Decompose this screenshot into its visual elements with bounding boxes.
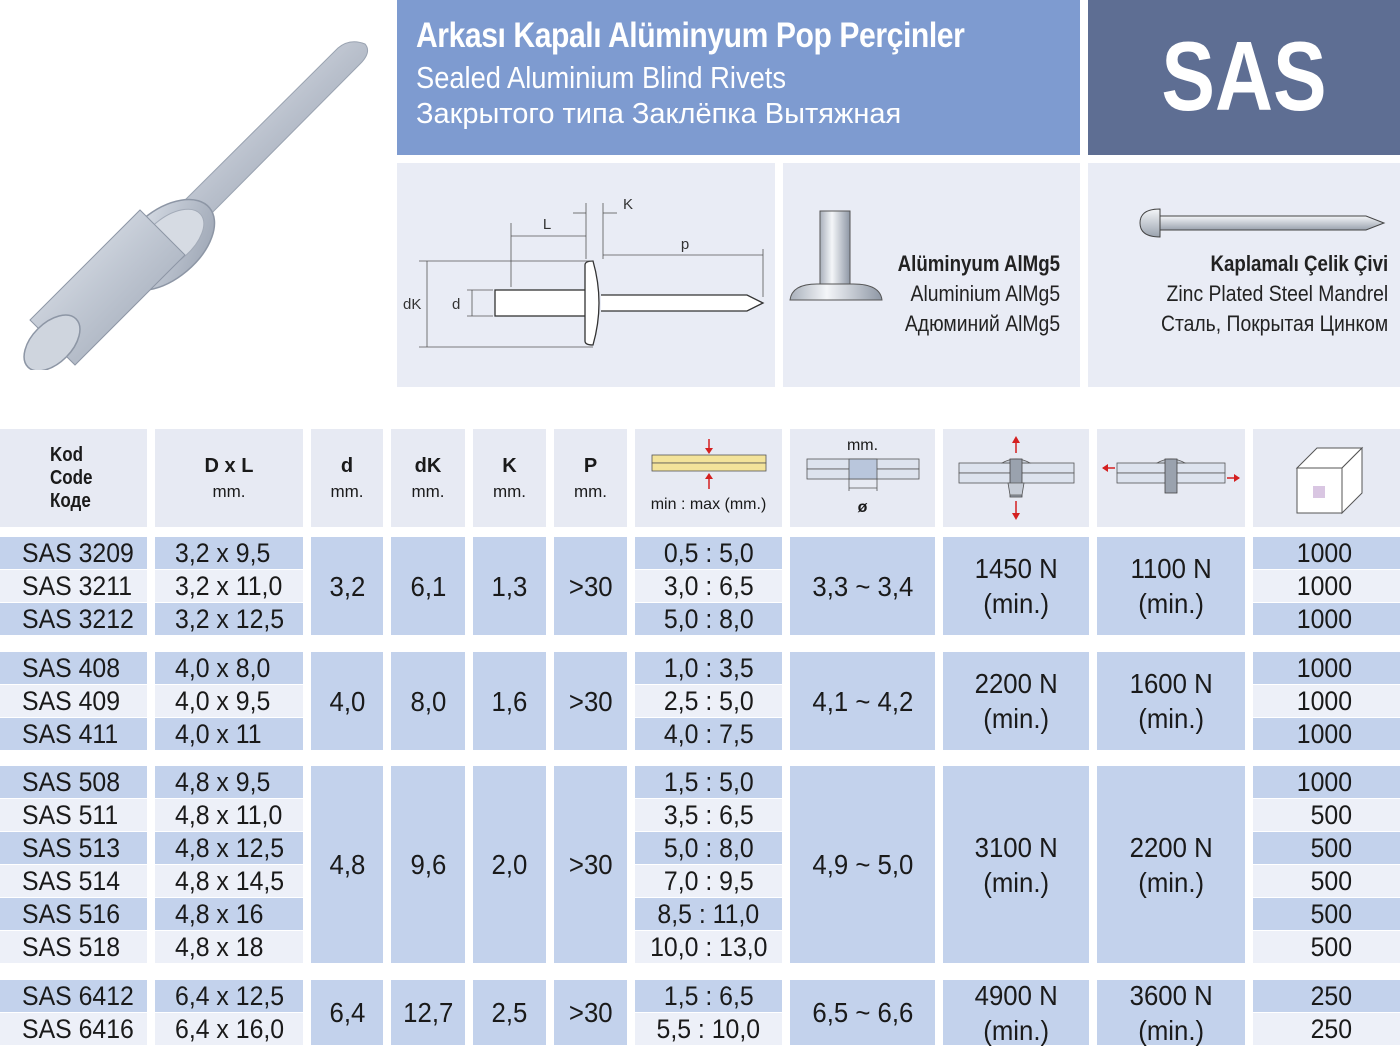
- row-box-quantity: 1000: [1253, 718, 1400, 750]
- row-code: SAS 3212: [0, 603, 147, 635]
- row-dxl: 4,8 x 9,5: [155, 766, 303, 798]
- group-tensile-strength: 3600 N (min.): [1097, 980, 1245, 1045]
- group-shear-strength: 3100 N (min.): [943, 766, 1089, 963]
- header-code-en: Code: [50, 466, 93, 489]
- row-code: SAS 3211: [0, 570, 147, 602]
- row-box-quantity: 1000: [1253, 570, 1400, 602]
- group-k: 1,6: [473, 652, 546, 750]
- row-box-quantity: 500: [1253, 865, 1400, 897]
- row-box-quantity: 1000: [1253, 537, 1400, 569]
- title-band: [397, 0, 1080, 155]
- header-hole-diameter: [790, 429, 935, 527]
- diagram-label-l: L: [542, 216, 552, 233]
- row-code: SAS 3209: [0, 537, 147, 569]
- row-dxl: 4,8 x 11,0: [155, 799, 303, 831]
- mandrel-material-ru: Сталь, Покрытая Цинком: [1160, 311, 1388, 336]
- group-p: >30: [554, 537, 627, 635]
- header-dk-label: dK: [414, 454, 442, 477]
- group-p: >30: [554, 766, 627, 963]
- body-material-ru: Адюминий AlMg5: [904, 311, 1060, 336]
- row-dxl: 4,0 x 11: [155, 718, 303, 750]
- group-d: 3,2: [311, 537, 383, 635]
- group-dk: 6,1: [391, 537, 465, 635]
- header-d-unit: mm.: [330, 481, 364, 501]
- body-material-en: Aluminium AlMg5: [910, 281, 1060, 306]
- group-k: 1,3: [473, 537, 546, 635]
- group-tensile-strength: 2200 N (min.): [1097, 766, 1245, 963]
- tensile-strength-icon: [1101, 433, 1241, 523]
- mandrel-icon: [1138, 203, 1388, 243]
- row-box-quantity: 1000: [1253, 603, 1400, 635]
- rivet-body: [20, 210, 185, 370]
- header-hole-symbol: ø: [857, 499, 868, 516]
- diagram-label-k: K: [623, 196, 634, 213]
- group-shear-strength: 4900 N (min.): [943, 980, 1089, 1045]
- group-k: 2,0: [473, 766, 546, 963]
- row-grip-range: 1,5 : 5,0: [635, 766, 782, 798]
- row-box-quantity: 250: [1253, 1013, 1400, 1045]
- header-code: [0, 429, 147, 527]
- shear-strength-icon: [954, 433, 1079, 523]
- group-tensile-strength: 1100 N (min.): [1097, 537, 1245, 635]
- header-dxl: [155, 429, 303, 527]
- row-dxl: 3,2 x 11,0: [155, 570, 303, 602]
- row-grip-range: 1,5 : 6,5: [635, 980, 782, 1012]
- row-code: SAS 514: [0, 865, 147, 897]
- header-p-label: P: [583, 454, 598, 477]
- row-grip-range: 1,0 : 3,5: [635, 652, 782, 684]
- header-grip-unit: min : max (mm.): [650, 496, 767, 513]
- row-code: SAS 6416: [0, 1013, 147, 1045]
- row-code: SAS 511: [0, 799, 147, 831]
- diagram-label-p: p: [680, 236, 690, 253]
- rivet-product-image: [20, 30, 390, 370]
- row-dxl: 3,2 x 9,5: [155, 537, 303, 569]
- row-box-quantity: 250: [1253, 980, 1400, 1012]
- header-dxl-unit: mm.: [212, 481, 246, 501]
- row-grip-range: 2,5 : 5,0: [635, 685, 782, 717]
- row-dxl: 4,0 x 9,5: [155, 685, 303, 717]
- row-box-quantity: 1000: [1253, 766, 1400, 798]
- diagram-label-dk: dK: [403, 296, 422, 313]
- row-box-quantity: 500: [1253, 799, 1400, 831]
- header-dk-unit: mm.: [411, 481, 445, 501]
- row-grip-range: 3,0 : 6,5: [635, 570, 782, 602]
- group-dk: 12,7: [391, 980, 465, 1045]
- mandrel-material-panel: [1088, 163, 1400, 387]
- header-grip-range: [635, 429, 782, 527]
- header-d: [311, 429, 383, 527]
- group-hole-diameter: 3,3 ~ 3,4: [790, 537, 935, 635]
- dimension-diagram: [397, 163, 775, 387]
- mandrel-material-en: Zinc Plated Steel Mandrel: [1166, 281, 1388, 306]
- row-code: SAS 411: [0, 718, 147, 750]
- header-k-unit: mm.: [492, 481, 527, 501]
- row-grip-range: 5,5 : 10,0: [635, 1013, 782, 1045]
- group-shear-strength: 2200 N (min.): [943, 652, 1089, 750]
- row-box-quantity: 500: [1253, 931, 1400, 963]
- diagram-label-d: d: [452, 296, 461, 313]
- group-hole-diameter: 4,9 ~ 5,0: [790, 766, 935, 963]
- row-dxl: 4,8 x 14,5: [155, 865, 303, 897]
- header-p-unit: mm.: [573, 481, 608, 501]
- group-dk: 9,6: [391, 766, 465, 963]
- header-code-tr: Kod: [50, 443, 84, 466]
- header-d-label: d: [340, 454, 354, 477]
- row-dxl: 3,2 x 12,5: [155, 603, 303, 635]
- row-grip-range: 8,5 : 11,0: [635, 898, 782, 930]
- product-code: SAS: [1161, 21, 1327, 131]
- title-english: Sealed Aluminium Blind Rivets: [416, 60, 786, 95]
- title-turkish: Arkası Kapalı Alüminyum Pop Perçinler: [416, 16, 965, 55]
- group-d: 6,4: [311, 980, 383, 1045]
- row-code: SAS 516: [0, 898, 147, 930]
- row-grip-range: 5,0 : 8,0: [635, 832, 782, 864]
- title-russian: Закрытого типа Заклёпка Вытяжная: [416, 98, 902, 130]
- row-box-quantity: 1000: [1253, 652, 1400, 684]
- row-code: SAS 513: [0, 832, 147, 864]
- group-dk: 8,0: [391, 652, 465, 750]
- product-code-band: [1088, 0, 1400, 155]
- row-box-quantity: 1000: [1253, 685, 1400, 717]
- body-material-tr: Alüminyum AlMg5: [897, 251, 1060, 276]
- group-hole-diameter: 4,1 ~ 4,2: [790, 652, 935, 750]
- row-dxl: 6,4 x 12,5: [155, 980, 303, 1012]
- row-code: SAS 518: [0, 931, 147, 963]
- row-dxl: 4,0 x 8,0: [155, 652, 303, 684]
- row-dxl: 4,8 x 12,5: [155, 832, 303, 864]
- group-d: 4,8: [311, 766, 383, 963]
- header-hole-unit: mm.: [846, 437, 879, 454]
- header-k: [473, 429, 546, 527]
- row-grip-range: 3,5 : 6,5: [635, 799, 782, 831]
- body-material-text: [869, 251, 1060, 337]
- mandrel-material-tr: Kaplamalı Çelik Çivi: [1210, 251, 1388, 276]
- group-hole-diameter: 6,5 ~ 6,6: [790, 980, 935, 1045]
- row-dxl: 4,8 x 18: [155, 931, 303, 963]
- group-k: 2,5: [473, 980, 546, 1045]
- row-code: SAS 508: [0, 766, 147, 798]
- group-shear-strength: 1450 N (min.): [943, 537, 1089, 635]
- box-icon: [1287, 438, 1367, 518]
- dimension-diagram-panel: [397, 163, 775, 387]
- row-grip-range: 4,0 : 7,5: [635, 718, 782, 750]
- row-dxl: 4,8 x 16: [155, 898, 303, 930]
- group-tensile-strength: 1600 N (min.): [1097, 652, 1245, 750]
- header-dxl-label: D x L: [204, 454, 254, 477]
- group-p: >30: [554, 980, 627, 1045]
- header-p: [554, 429, 627, 527]
- row-dxl: 6,4 x 16,0: [155, 1013, 303, 1045]
- header-shear-strength: [943, 429, 1089, 527]
- mandrel-material-text: [1130, 251, 1388, 337]
- row-grip-range: 5,0 : 8,0: [635, 603, 782, 635]
- row-box-quantity: 500: [1253, 898, 1400, 930]
- group-p: >30: [554, 652, 627, 750]
- header-tensile-strength: [1097, 429, 1245, 527]
- grip-range-icon: [644, 437, 774, 492]
- header-dk: [391, 429, 465, 527]
- row-code: SAS 409: [0, 685, 147, 717]
- row-box-quantity: 500: [1253, 832, 1400, 864]
- header-box-quantity: [1253, 429, 1400, 527]
- group-d: 4,0: [311, 652, 383, 750]
- body-material-panel: [783, 163, 1080, 387]
- header-code-ru: Коде: [50, 489, 91, 512]
- row-grip-range: 7,0 : 9,5: [635, 865, 782, 897]
- row-grip-range: 10,0 : 13,0: [635, 931, 782, 963]
- header-k-label: K: [502, 454, 517, 477]
- row-code: SAS 408: [0, 652, 147, 684]
- hole-diameter-icon: [803, 455, 923, 499]
- row-grip-range: 0,5 : 5,0: [635, 537, 782, 569]
- row-code: SAS 6412: [0, 980, 147, 1012]
